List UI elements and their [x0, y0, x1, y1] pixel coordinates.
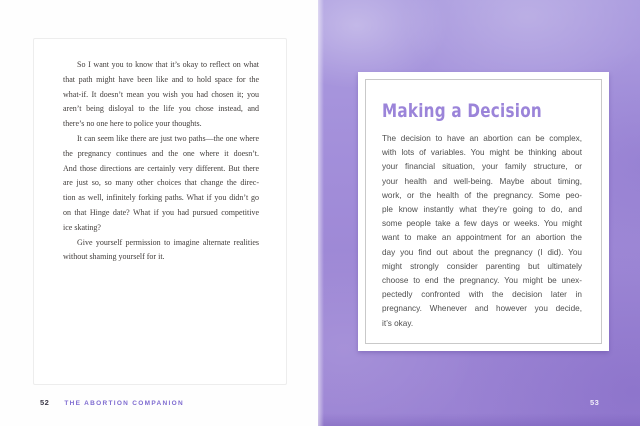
text-line: on that Hinge date? What if you had pursued competitive: [63, 207, 259, 217]
text-line: And those directions are certainly very different. But there: [63, 163, 259, 173]
text-line: some people take a few days or weeks. You might: [382, 219, 582, 229]
left-page-footer: [40, 398, 184, 407]
text-line: choose to end the pregnancy. You might be unex-: [382, 276, 582, 286]
text-line: day you find out about the pregnancy (I did). You: [382, 247, 582, 257]
page-number-right: 53: [590, 398, 600, 407]
text-line: it’s okay.: [382, 318, 414, 328]
text-line: that path might have been like and to hold space for the: [63, 74, 259, 84]
page-number-left: 52: [40, 398, 50, 407]
text-card: [33, 38, 287, 385]
text-line: aren’t being disloyal to the life you chose instead, and: [63, 104, 259, 114]
text-line: ice skating?: [63, 222, 101, 232]
text-line: work, or the health of the pregnancy. Some peo-: [382, 190, 582, 200]
text-line: are just so, so many other choices that change the direc-: [63, 178, 259, 188]
text-line: ple know instantly what they’re going to do, and: [382, 205, 582, 215]
text-line: pectedly confronted with the decision later in: [382, 290, 582, 300]
book-title: THE ABORTION COMPANION: [64, 400, 184, 407]
text-line: So I want you to know that it’s okay to reflect on what: [77, 60, 259, 69]
text-line: Give yourself permission to imagine alternate realities: [77, 237, 259, 247]
text-line: It can seem like there are just two paths—the one where: [77, 133, 259, 143]
decision-box: [358, 72, 609, 351]
text-line: The decision to have an abortion can be complex,: [382, 134, 582, 143]
text-line: might strongly consider parenting but ultimately: [382, 261, 582, 271]
text-line: there’s no one here to police your thoughts.: [63, 119, 202, 129]
text-line: want to make an appointment for an abortion the: [382, 233, 582, 243]
decision-heading: Making a Decision: [382, 100, 542, 122]
text-line: what-if. It doesn’t mean you wish you had chosen it; you: [63, 89, 259, 99]
decision-text: [382, 132, 582, 331]
decision-box-content: [382, 100, 584, 331]
text-line: pregnancy. Whenever and however you decide,: [382, 304, 582, 314]
text-line: without shaming yourself for it.: [63, 252, 165, 262]
text-line: tion as well, infinitely forking paths. What if you didn’t go: [63, 193, 259, 203]
text-line: with lots of variables. You might be thinking about: [382, 148, 582, 158]
text-line: the pregnancy continues and the one where it doesn’t.: [63, 148, 259, 158]
text-line: your health and well-being. Maybe about timing,: [382, 176, 582, 186]
body-text: [63, 58, 259, 265]
right-page-watercolor: [318, 0, 640, 426]
text-line: your financial situation, your family structure, or: [382, 162, 582, 172]
left-page: [0, 0, 318, 426]
